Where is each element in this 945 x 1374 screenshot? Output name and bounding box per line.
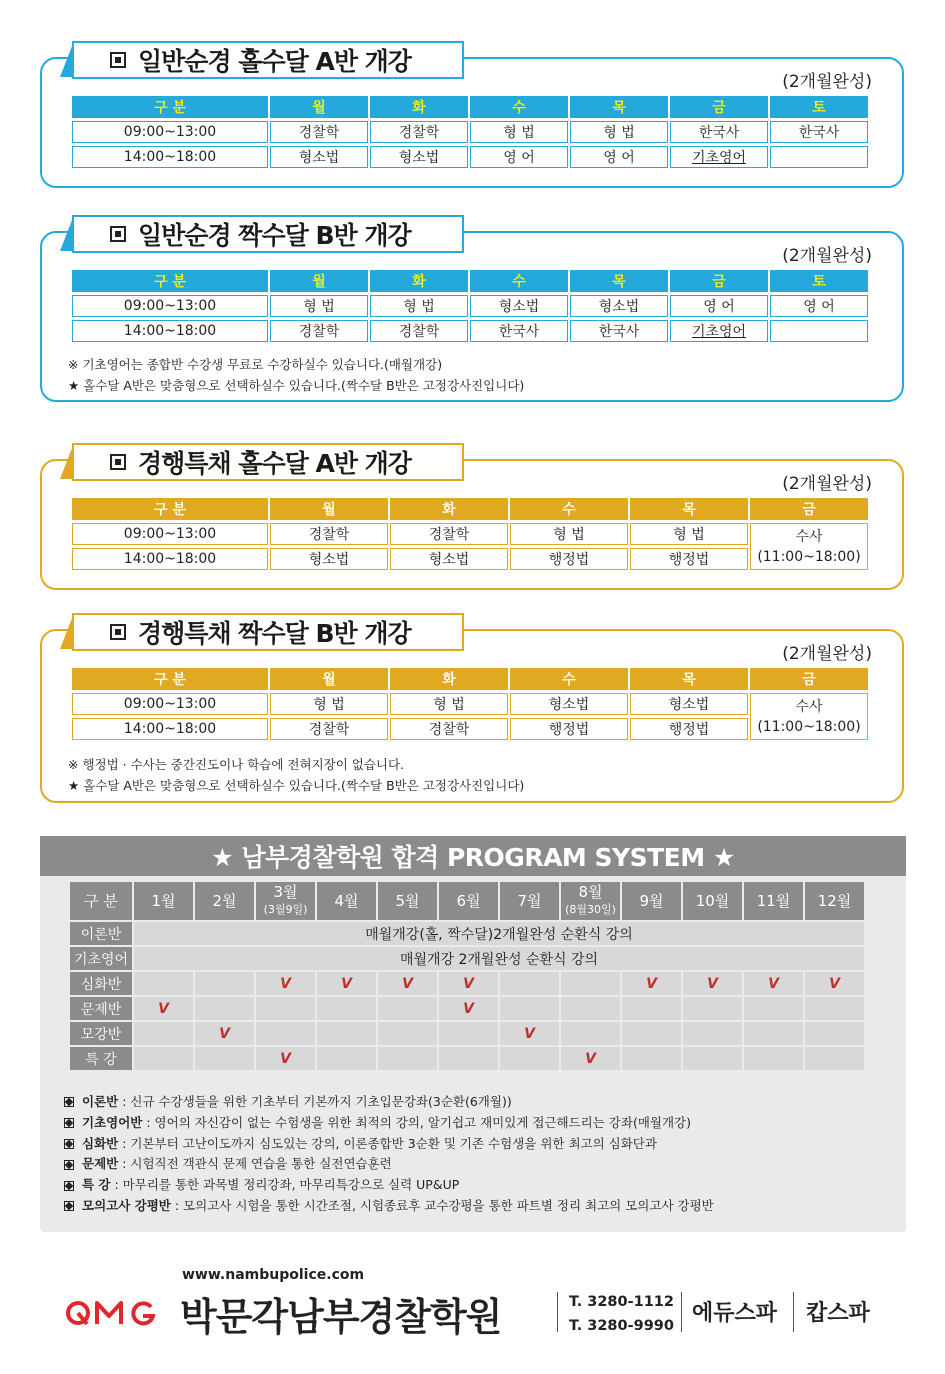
schedule-table — [72, 96, 868, 168]
subject-cell: 경찰학 — [370, 320, 468, 342]
month-label: 5월 — [395, 891, 420, 910]
empty-cell — [561, 1022, 620, 1045]
subject-cell — [770, 146, 868, 168]
empty-cell — [805, 997, 864, 1020]
subject-cell: 형 법 — [370, 295, 468, 317]
month-header — [134, 882, 193, 920]
empty-cell — [378, 1022, 437, 1045]
schedule-section-3 — [40, 449, 904, 590]
schedule-table — [72, 668, 868, 740]
month-label: 10월 — [695, 891, 730, 910]
section-title: 경행특채 짝수달 B반 개강 — [138, 619, 411, 648]
program-row-label: 모강반 — [70, 1022, 132, 1045]
square-bullet-icon — [110, 454, 126, 470]
subject-cell: 형소법 — [390, 548, 508, 570]
month-header — [256, 882, 315, 920]
month-label: 8월 — [578, 883, 603, 901]
empty-cell — [805, 1047, 864, 1070]
month-label: 7월 — [517, 891, 542, 910]
section-title-tab — [72, 443, 464, 481]
subject-cell: 행정법 — [510, 718, 628, 740]
check-mark-cell: V — [195, 1022, 254, 1045]
empty-cell — [317, 1022, 376, 1045]
footnote: ※ 행정법 · 수사는 중간진도이나 학습에 전혀지장이 없습니다. — [68, 757, 405, 772]
empty-cell — [500, 972, 559, 995]
subject-cell: 경찰학 — [270, 718, 388, 740]
empty-cell — [500, 997, 559, 1020]
month-header — [805, 882, 864, 920]
empty-cell — [622, 1047, 681, 1070]
legend-term: 특 강 — [82, 1177, 111, 1193]
check-mark-cell: V — [500, 1022, 559, 1045]
subject-cell: 형소법 — [470, 295, 568, 317]
edu-spa-label: 에듀스파 — [692, 1301, 778, 1326]
subject-cell: 형 법 — [470, 121, 568, 143]
month-header — [195, 882, 254, 920]
subject-cell: 형 법 — [270, 295, 368, 317]
program-row-label: 문제반 — [70, 997, 132, 1020]
program-row-label: 심화반 — [70, 972, 132, 995]
subject-cell-link: 기초영어 — [670, 146, 768, 168]
check-mark-cell: V — [256, 1047, 315, 1070]
empty-cell — [256, 997, 315, 1020]
legend-desc: : 시험직전 객관식 문제 연습을 통한 실전연습훈련 — [118, 1156, 392, 1172]
empty-cell — [805, 1022, 864, 1045]
check-mark-cell: V — [134, 997, 193, 1020]
program-table — [70, 882, 864, 1070]
check-mark-cell: V — [683, 972, 742, 995]
month-label: 3월 — [273, 883, 298, 901]
empty-cell — [195, 997, 254, 1020]
legend-item — [64, 1175, 714, 1196]
duration-note: (2개월완성) — [782, 246, 872, 266]
header-cell: 구 분 — [72, 270, 268, 292]
diamond-bullet-icon — [64, 1118, 74, 1128]
friday-time: (11:00~18:00) — [757, 548, 861, 565]
legend-item — [64, 1134, 714, 1155]
friday-merged-cell — [750, 693, 868, 740]
subject-cell: 영 어 — [670, 295, 768, 317]
diamond-bullet-icon — [64, 1160, 74, 1170]
subject-cell: 영 어 — [570, 146, 668, 168]
subject-cell: 형 법 — [510, 523, 628, 545]
header-cell: 월 — [270, 270, 368, 292]
empty-cell — [195, 972, 254, 995]
legend-term: 문제반 — [82, 1156, 119, 1172]
duration-note: (2개월완성) — [782, 474, 872, 494]
cop-spa-label: 캅스파 — [806, 1301, 870, 1326]
subject-cell: 형 법 — [390, 693, 508, 715]
section-title-tab — [72, 41, 464, 79]
legend-item — [64, 1196, 714, 1217]
schedule-section-2 — [40, 221, 904, 402]
phone-numbers — [569, 1290, 674, 1338]
subject-cell: 형 법 — [270, 693, 388, 715]
friday-merged-cell — [750, 523, 868, 570]
friday-subject: 수사 — [795, 528, 823, 545]
divider — [681, 1292, 682, 1332]
time-cell: 14:00~18:00 — [72, 718, 268, 740]
legend-desc: : 모의고사 시험을 통한 시간조절, 시험종료후 교수강평을 통한 파트별 정리 최고의 모의고사 강평반 — [170, 1197, 714, 1213]
time-cell: 09:00~13:00 — [72, 693, 268, 715]
empty-cell — [317, 997, 376, 1020]
month-header — [622, 882, 681, 920]
header-cell: 수 — [470, 96, 568, 118]
square-bullet-icon — [110, 226, 126, 242]
month-label: 9월 — [639, 891, 664, 910]
time-cell: 14:00~18:00 — [72, 146, 268, 168]
check-mark-cell: V — [439, 997, 498, 1020]
program-row-label: 이론반 — [70, 922, 132, 945]
empty-cell — [439, 1022, 498, 1045]
month-header — [500, 882, 559, 920]
subject-cell: 형소법 — [270, 548, 388, 570]
header-cell: 목 — [570, 270, 668, 292]
legend-desc: : 영어의 자신감이 없는 수험생을 위한 최적의 강의, 알기쉽고 재미있게 접근해드리는 강좌(매월개강) — [142, 1114, 692, 1130]
subject-cell: 한국사 — [670, 121, 768, 143]
square-bullet-icon — [110, 52, 126, 68]
empty-cell — [622, 1022, 681, 1045]
website-url[interactable]: www.nambupolice.com — [182, 1267, 365, 1283]
subject-cell: 경찰학 — [390, 523, 508, 545]
header-cell: 화 — [390, 668, 508, 690]
empty-cell — [744, 1022, 803, 1045]
subject-cell: 형소법 — [370, 146, 468, 168]
empty-cell — [378, 1047, 437, 1070]
section-title-tab — [72, 613, 464, 651]
empty-cell — [134, 1047, 193, 1070]
header-cell: 화 — [370, 96, 468, 118]
program-row-label: 기초영어 — [70, 947, 132, 970]
schedule-section-1 — [40, 47, 904, 188]
subject-cell — [770, 320, 868, 342]
duration-note: (2개월완성) — [782, 644, 872, 664]
program-row-label: 특 강 — [70, 1047, 132, 1070]
section-title: 경행특채 홀수달 A반 개강 — [138, 449, 411, 478]
empty-cell — [378, 997, 437, 1020]
legend-term: 심화반 — [82, 1135, 119, 1151]
academy-brand-name: 박문각남부경찰학원 — [180, 1295, 502, 1339]
program-system-panel — [40, 836, 906, 1232]
legend-item — [64, 1092, 714, 1113]
time-cell: 09:00~13:00 — [72, 295, 268, 317]
empty-cell — [744, 1047, 803, 1070]
header-cell: 월 — [270, 668, 388, 690]
square-bullet-icon — [110, 624, 126, 640]
check-mark-cell: V — [439, 972, 498, 995]
header-cell: 목 — [570, 96, 668, 118]
header-cell: 금 — [670, 96, 768, 118]
legend-term: 이론반 — [82, 1094, 119, 1109]
subject-cell: 형소법 — [630, 693, 748, 715]
empty-cell — [622, 997, 681, 1020]
legend-item — [64, 1113, 714, 1134]
empty-cell — [561, 972, 620, 995]
friday-time: (11:00~18:00) — [757, 718, 861, 735]
subject-cell: 형 법 — [570, 121, 668, 143]
header-cell: 금 — [750, 498, 868, 520]
program-title: ★ 남부경찰학원 합격 PROGRAM SYSTEM ★ — [40, 836, 906, 876]
subject-cell: 영 어 — [770, 295, 868, 317]
subject-cell: 경찰학 — [270, 121, 368, 143]
subject-cell: 형 법 — [630, 523, 748, 545]
diamond-bullet-icon — [64, 1139, 74, 1149]
empty-cell — [683, 997, 742, 1020]
empty-cell — [683, 1047, 742, 1070]
legend-desc: : 기본부터 고난이도까지 심도있는 강의, 이론종합반 3순환 및 기존 수험생을 위한 최고의 심화단과 — [118, 1135, 657, 1151]
month-header — [317, 882, 376, 920]
schedule-section-4 — [40, 619, 904, 803]
empty-cell — [256, 1022, 315, 1045]
header-cell: 구 분 — [72, 668, 268, 690]
program-span-cell: 매월개강(홀, 짝수달)2개월완성 순환식 강의 — [134, 922, 864, 945]
section-title: 일반순경 짝수달 B반 개강 — [138, 221, 411, 250]
month-header — [439, 882, 498, 920]
header-cell: 화 — [390, 498, 508, 520]
check-mark-cell: V — [317, 972, 376, 995]
empty-cell — [134, 1022, 193, 1045]
subject-cell: 행정법 — [630, 718, 748, 740]
header-cell: 수 — [510, 668, 628, 690]
schedule-table — [72, 270, 868, 342]
legend-term: 기초영어반 — [82, 1114, 143, 1130]
header-cell: 수 — [470, 270, 568, 292]
program-corner-header: 구 분 — [70, 882, 132, 920]
header-cell: 금 — [750, 668, 868, 690]
check-mark-cell: V — [805, 972, 864, 995]
month-sub-label: (8월30일) — [565, 903, 616, 916]
time-cell: 14:00~18:00 — [72, 320, 268, 342]
schedule-table — [72, 498, 868, 570]
subject-cell: 형소법 — [570, 295, 668, 317]
legend-desc: : 마무리를 통한 과목별 정리강좌, 마무리특강으로 실력 UP&UP — [110, 1177, 460, 1193]
month-header — [683, 882, 742, 920]
pmg-logo — [65, 1298, 165, 1328]
diamond-bullet-icon — [64, 1097, 74, 1107]
program-span-cell: 매월개강 2개월완성 순환식 강의 — [134, 947, 864, 970]
subject-cell: 형소법 — [270, 146, 368, 168]
month-label: 4월 — [334, 891, 359, 910]
diamond-bullet-icon — [64, 1201, 74, 1211]
duration-note: (2개월완성) — [782, 72, 872, 92]
divider — [557, 1292, 558, 1332]
phone-2: T. 3280-9990 — [569, 1318, 674, 1334]
pmg-logo-icon — [65, 1298, 165, 1328]
header-cell: 구 분 — [72, 96, 268, 118]
check-mark-cell: V — [561, 1047, 620, 1070]
empty-cell — [134, 972, 193, 995]
month-label: 11월 — [756, 891, 791, 910]
month-header — [378, 882, 437, 920]
time-cell: 09:00~13:00 — [72, 523, 268, 545]
month-sub-label: (3월9일) — [263, 903, 308, 916]
footnote: ★ 홀수달 A반은 맞춤형으로 선택하실수 있습니다.(짝수달 B반은 고정강사진입니다) — [68, 378, 525, 393]
subject-cell: 형소법 — [510, 693, 628, 715]
month-label: 6월 — [456, 891, 481, 910]
subject-cell: 행정법 — [510, 548, 628, 570]
header-cell: 토 — [770, 270, 868, 292]
phone-1: T. 3280-1112 — [569, 1294, 674, 1310]
month-header — [561, 882, 620, 920]
header-cell: 목 — [630, 498, 748, 520]
subject-cell: 영 어 — [470, 146, 568, 168]
month-label: 2월 — [212, 891, 237, 910]
empty-cell — [439, 1047, 498, 1070]
empty-cell — [744, 997, 803, 1020]
legend-desc: : 신규 수강생들을 위한 기초부터 기본까지 기초입문강좌(3순환(6개월)) — [118, 1094, 512, 1109]
header-cell: 목 — [630, 668, 748, 690]
empty-cell — [561, 997, 620, 1020]
empty-cell — [195, 1047, 254, 1070]
subject-cell: 한국사 — [570, 320, 668, 342]
header-cell: 금 — [670, 270, 768, 292]
check-mark-cell: V — [256, 972, 315, 995]
check-mark-cell: V — [744, 972, 803, 995]
header-cell: 월 — [270, 498, 388, 520]
month-label: 12월 — [817, 891, 852, 910]
header-cell: 화 — [370, 270, 468, 292]
subject-cell: 한국사 — [470, 320, 568, 342]
legend-item — [64, 1154, 714, 1175]
divider — [793, 1292, 794, 1332]
legend-term: 모의고사 강평반 — [82, 1197, 171, 1213]
program-legend — [64, 1092, 714, 1217]
empty-cell — [317, 1047, 376, 1070]
subject-cell: 경찰학 — [370, 121, 468, 143]
time-cell: 09:00~13:00 — [72, 121, 268, 143]
subject-cell: 행정법 — [630, 548, 748, 570]
subject-cell: 경찰학 — [270, 320, 368, 342]
diamond-bullet-icon — [64, 1181, 74, 1191]
header-cell: 수 — [510, 498, 628, 520]
section-title: 일반순경 홀수달 A반 개강 — [138, 47, 411, 76]
check-mark-cell: V — [378, 972, 437, 995]
subject-cell-link: 기초영어 — [670, 320, 768, 342]
time-cell: 14:00~18:00 — [72, 548, 268, 570]
footnote: ★ 홀수달 A반은 맞춤형으로 선택하실수 있습니다.(짝수달 B반은 고정강사진입니다) — [68, 778, 525, 793]
empty-cell — [500, 1047, 559, 1070]
month-header — [744, 882, 803, 920]
footnote: ※ 기초영어는 종합반 수강생 무료로 수강하실수 있습니다.(매월개강) — [68, 357, 443, 372]
friday-subject: 수사 — [795, 698, 823, 715]
check-mark-cell: V — [622, 972, 681, 995]
subject-cell: 경찰학 — [390, 718, 508, 740]
header-cell: 구 분 — [72, 498, 268, 520]
subject-cell: 한국사 — [770, 121, 868, 143]
empty-cell — [683, 1022, 742, 1045]
subject-cell: 경찰학 — [270, 523, 388, 545]
header-cell: 토 — [770, 96, 868, 118]
section-title-tab — [72, 215, 464, 253]
header-cell: 월 — [270, 96, 368, 118]
month-label: 1월 — [151, 891, 176, 910]
